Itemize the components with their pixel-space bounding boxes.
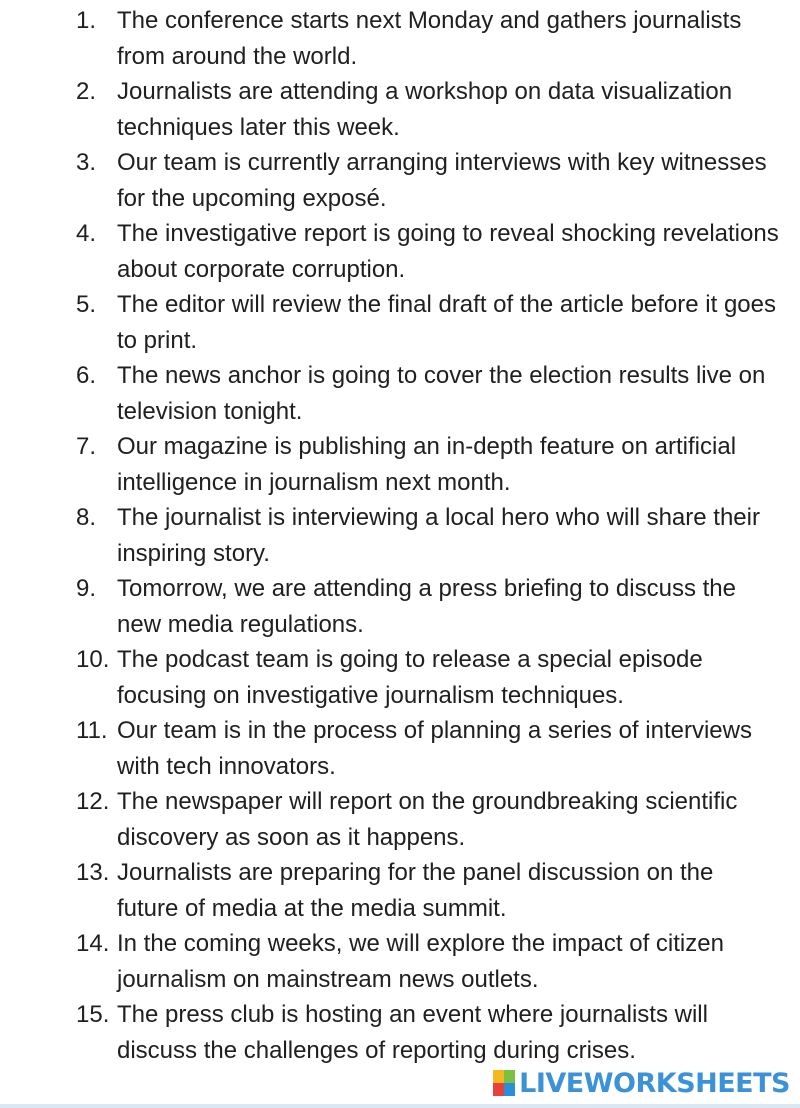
liveworksheets-watermark <box>493 1068 790 1098</box>
item-number: 6. <box>76 362 97 389</box>
item-number: 15. <box>76 1001 110 1028</box>
list-item <box>0 287 800 358</box>
item-number: 8. <box>76 504 97 531</box>
list-item <box>0 642 800 713</box>
list-item <box>0 571 800 642</box>
item-number: 12. <box>76 788 110 815</box>
list-item <box>0 713 800 784</box>
item-number: 2. <box>76 78 97 105</box>
item-text: The newspaper will report on the groundbreaking scientific discovery as soon as it happens. <box>117 788 738 851</box>
list-item <box>0 216 800 287</box>
item-text: Our team is currently arranging interviews with key witnesses for the upcoming exposé. <box>117 149 767 212</box>
item-number: 5. <box>76 291 97 318</box>
list-item <box>0 3 800 74</box>
logo-block <box>493 1070 504 1083</box>
list-item <box>0 926 800 997</box>
list-item <box>0 997 800 1068</box>
logo-block <box>504 1083 515 1096</box>
logo-block <box>504 1070 515 1083</box>
item-number: 4. <box>76 220 97 247</box>
item-number: 3. <box>76 149 97 176</box>
liveworksheets-logo-icon <box>493 1070 515 1096</box>
bottom-border <box>0 1104 800 1108</box>
item-text: Tomorrow, we are attending a press briefing to discuss the new media regulations. <box>117 575 736 638</box>
list-item <box>0 358 800 429</box>
item-number: 10. <box>76 646 110 673</box>
list-item <box>0 429 800 500</box>
item-number: 7. <box>76 433 97 460</box>
watermark-text: LIVEWORKSHEETS <box>519 1067 790 1099</box>
item-text: Our magazine is publishing an in-depth feature on artificial intelligence in journalism next month. <box>117 433 737 496</box>
list-item <box>0 74 800 145</box>
item-number: 14. <box>76 930 110 957</box>
logo-block <box>493 1083 504 1096</box>
item-number: 9. <box>76 575 97 602</box>
list-item <box>0 145 800 216</box>
list-item <box>0 855 800 926</box>
list-item <box>0 500 800 571</box>
item-text: The conference starts next Monday and gathers journalists from around the world. <box>117 7 742 70</box>
item-text: In the coming weeks, we will explore the impact of citizen journalism on mainstream news outlets. <box>117 930 724 993</box>
item-text: Journalists are preparing for the panel discussion on the future of media at the media summit. <box>117 859 714 922</box>
item-text: The journalist is interviewing a local hero who will share their inspiring story. <box>117 504 760 567</box>
item-text: The editor will review the final draft of the article before it goes to print. <box>117 291 776 354</box>
item-text: The podcast team is going to release a special episode focusing on investigative journalism techniques. <box>117 646 703 709</box>
item-text: The news anchor is going to cover the election results live on television tonight. <box>117 362 766 425</box>
item-number: 13. <box>76 859 110 886</box>
item-number: 11. <box>76 717 108 744</box>
item-text: The press club is hosting an event where journalists will discuss the challenges of reporting during crises. <box>117 1001 708 1064</box>
list-item <box>0 784 800 855</box>
item-number: 1. <box>76 7 97 34</box>
item-text: Our team is in the process of planning a series of interviews with tech innovators. <box>117 717 752 780</box>
item-text: The investigative report is going to reveal shocking revelations about corporate corruption. <box>117 220 779 283</box>
item-text: Journalists are attending a workshop on data visualization techniques later this week. <box>117 78 733 141</box>
sentence-list <box>0 3 800 1068</box>
